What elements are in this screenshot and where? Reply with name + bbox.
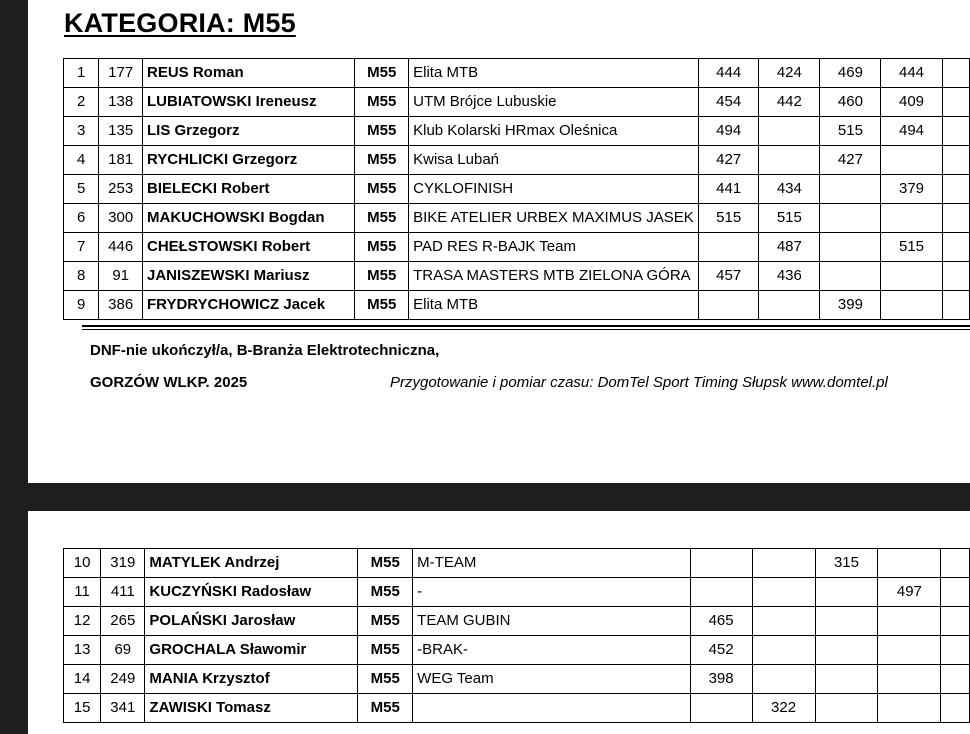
- rider-name-cell: KUCZYŃSKI Radosław: [145, 578, 358, 607]
- round-points-cell: 465: [690, 607, 752, 636]
- round-points-cell: [820, 262, 881, 291]
- table-row: [64, 88, 970, 117]
- round-points-cell: 442: [759, 88, 820, 117]
- results-table-1: [63, 58, 970, 320]
- round-points-cell: 427: [820, 146, 881, 175]
- bib-number-cell: 341: [101, 694, 145, 723]
- round-points-cell: 515: [759, 204, 820, 233]
- round-points-cell: 379: [881, 175, 942, 204]
- cutoff-cell: [942, 262, 969, 291]
- rider-name-cell: RYCHLICKI Grzegorz: [143, 146, 355, 175]
- position-cell: 2: [64, 88, 99, 117]
- round-points-cell: [815, 636, 878, 665]
- rider-name-cell: FRYDRYCHOWICZ Jacek: [143, 291, 355, 320]
- bib-number-cell: 386: [99, 291, 143, 320]
- bib-number-cell: 265: [101, 607, 145, 636]
- bib-number-cell: 177: [99, 59, 143, 88]
- round-points-cell: [759, 291, 820, 320]
- bib-number-cell: 446: [99, 233, 143, 262]
- round-points-cell: 454: [699, 88, 759, 117]
- category-cell: M55: [355, 233, 409, 262]
- round-points-cell: 494: [881, 117, 942, 146]
- separator-line-thin: [82, 329, 970, 330]
- round-points-cell: 441: [699, 175, 759, 204]
- bib-number-cell: 135: [99, 117, 143, 146]
- club-cell: M-TEAM: [413, 549, 690, 578]
- round-points-cell: [820, 204, 881, 233]
- round-points-cell: [690, 694, 752, 723]
- round-points-cell: [759, 117, 820, 146]
- category-cell: M55: [358, 607, 413, 636]
- rider-name-cell: CHEŁSTOWSKI Robert: [143, 233, 355, 262]
- cutoff-cell: [941, 578, 970, 607]
- cutoff-cell: [942, 233, 969, 262]
- cutoff-cell: [942, 175, 969, 204]
- position-cell: 14: [64, 665, 101, 694]
- round-points-cell: [881, 146, 942, 175]
- round-points-cell: [690, 549, 752, 578]
- rider-name-cell: BIELECKI Robert: [143, 175, 355, 204]
- table-row: [64, 694, 970, 723]
- separator-line: [82, 325, 970, 327]
- rider-name-cell: LIS Grzegorz: [143, 117, 355, 146]
- round-points-cell: 436: [759, 262, 820, 291]
- rider-name-cell: POLAŃSKI Jarosław: [145, 607, 358, 636]
- results-page-1: [28, 0, 970, 483]
- round-points-cell: [881, 291, 942, 320]
- table-row: [64, 233, 970, 262]
- table-row: [64, 175, 970, 204]
- round-points-cell: [752, 665, 815, 694]
- table-row: [64, 549, 970, 578]
- table-row: [64, 291, 970, 320]
- round-points-cell: 434: [759, 175, 820, 204]
- round-points-cell: [815, 578, 878, 607]
- results-table-2: [63, 548, 970, 723]
- round-points-cell: 515: [699, 204, 759, 233]
- table-row: [64, 204, 970, 233]
- bib-number-cell: 138: [99, 88, 143, 117]
- round-points-cell: 452: [690, 636, 752, 665]
- round-points-cell: 322: [752, 694, 815, 723]
- position-cell: 6: [64, 204, 99, 233]
- category-cell: M55: [358, 549, 413, 578]
- table-row: [64, 146, 970, 175]
- event-location-year: GORZÓW WLKP. 2025: [90, 374, 248, 391]
- round-points-cell: 398: [690, 665, 752, 694]
- rider-name-cell: GROCHALA Sławomir: [145, 636, 358, 665]
- bib-number-cell: 300: [99, 204, 143, 233]
- category-cell: M55: [355, 88, 409, 117]
- bib-number-cell: 91: [99, 262, 143, 291]
- rider-name-cell: ZAWISKI Tomasz: [145, 694, 358, 723]
- cutoff-cell: [942, 291, 969, 320]
- legend-text: DNF-nie ukończył/a, B-Branża Elektrotechniczna,: [90, 342, 440, 359]
- rider-name-cell: LUBIATOWSKI Ireneusz: [143, 88, 355, 117]
- cutoff-cell: [942, 117, 969, 146]
- round-points-cell: 515: [820, 117, 881, 146]
- position-cell: 4: [64, 146, 99, 175]
- round-points-cell: [752, 578, 815, 607]
- cutoff-cell: [941, 607, 970, 636]
- cutoff-cell: [942, 88, 969, 117]
- bib-number-cell: 69: [101, 636, 145, 665]
- timing-credit: Przygotowanie i pomiar czasu: DomTel Sport Timing Słupsk www.domtel.pl: [390, 374, 888, 391]
- category-cell: M55: [355, 291, 409, 320]
- table-row: [64, 117, 970, 146]
- round-points-cell: 494: [699, 117, 759, 146]
- round-points-cell: 315: [815, 549, 878, 578]
- cutoff-cell: [942, 204, 969, 233]
- bib-number-cell: 249: [101, 665, 145, 694]
- position-cell: 9: [64, 291, 99, 320]
- round-points-cell: 497: [878, 578, 941, 607]
- round-points-cell: 515: [881, 233, 942, 262]
- round-points-cell: [752, 607, 815, 636]
- results-page-2: [28, 511, 970, 734]
- cutoff-cell: [941, 636, 970, 665]
- cutoff-cell: [941, 549, 970, 578]
- category-cell: M55: [355, 262, 409, 291]
- position-cell: 11: [64, 578, 101, 607]
- bib-number-cell: 181: [99, 146, 143, 175]
- round-points-cell: 487: [759, 233, 820, 262]
- round-points-cell: [752, 636, 815, 665]
- round-points-cell: 469: [820, 59, 881, 88]
- cutoff-cell: [942, 59, 969, 88]
- position-cell: 3: [64, 117, 99, 146]
- cutoff-cell: [941, 694, 970, 723]
- round-points-cell: 444: [881, 59, 942, 88]
- bib-number-cell: 253: [99, 175, 143, 204]
- rider-name-cell: MANIA Krzysztof: [145, 665, 358, 694]
- category-title: KATEGORIA: M55: [64, 8, 296, 38]
- club-cell: BIKE ATELIER URBEX MAXIMUS JASEK: [409, 204, 699, 233]
- table-row: [64, 665, 970, 694]
- club-cell: UTM Brójce Lubuskie: [409, 88, 699, 117]
- club-cell: Elita MTB: [409, 291, 699, 320]
- category-cell: M55: [355, 204, 409, 233]
- position-cell: 5: [64, 175, 99, 204]
- club-cell: CYKLOFINISH: [409, 175, 699, 204]
- round-points-cell: [881, 262, 942, 291]
- round-points-cell: [820, 233, 881, 262]
- club-cell: Elita MTB: [409, 59, 699, 88]
- position-cell: 13: [64, 636, 101, 665]
- round-points-cell: [815, 607, 878, 636]
- round-points-cell: [878, 694, 941, 723]
- position-cell: 7: [64, 233, 99, 262]
- table-row: [64, 607, 970, 636]
- table-row: [64, 59, 970, 88]
- round-points-cell: [878, 607, 941, 636]
- position-cell: 12: [64, 607, 101, 636]
- club-cell: TEAM GUBIN: [413, 607, 690, 636]
- rider-name-cell: JANISZEWSKI Mariusz: [143, 262, 355, 291]
- club-cell: -: [413, 578, 690, 607]
- round-points-cell: 460: [820, 88, 881, 117]
- position-cell: 15: [64, 694, 101, 723]
- round-points-cell: [878, 636, 941, 665]
- club-cell: WEG Team: [413, 665, 690, 694]
- club-cell: [413, 694, 690, 723]
- rider-name-cell: REUS Roman: [143, 59, 355, 88]
- round-points-cell: [752, 549, 815, 578]
- round-points-cell: 427: [699, 146, 759, 175]
- round-points-cell: [881, 204, 942, 233]
- round-points-cell: 424: [759, 59, 820, 88]
- round-points-cell: 444: [699, 59, 759, 88]
- club-cell: PAD RES R-BAJK Team: [409, 233, 699, 262]
- round-points-cell: [815, 694, 878, 723]
- bib-number-cell: 411: [101, 578, 145, 607]
- category-cell: M55: [355, 117, 409, 146]
- category-cell: M55: [358, 578, 413, 607]
- club-cell: TRASA MASTERS MTB ZIELONA GÓRA: [409, 262, 699, 291]
- round-points-cell: 409: [881, 88, 942, 117]
- cutoff-cell: [942, 146, 969, 175]
- position-cell: 10: [64, 549, 101, 578]
- category-cell: M55: [355, 59, 409, 88]
- round-points-cell: [820, 175, 881, 204]
- category-cell: M55: [355, 146, 409, 175]
- round-points-cell: [878, 665, 941, 694]
- round-points-cell: 457: [699, 262, 759, 291]
- round-points-cell: 399: [820, 291, 881, 320]
- rider-name-cell: MAKUCHOWSKI Bogdan: [143, 204, 355, 233]
- bib-number-cell: 319: [101, 549, 145, 578]
- category-cell: M55: [358, 694, 413, 723]
- table-row: [64, 578, 970, 607]
- rider-name-cell: MATYLEK Andrzej: [145, 549, 358, 578]
- club-cell: Klub Kolarski HRmax Oleśnica: [409, 117, 699, 146]
- round-points-cell: [690, 578, 752, 607]
- category-cell: M55: [358, 665, 413, 694]
- category-cell: M55: [355, 175, 409, 204]
- round-points-cell: [878, 549, 941, 578]
- position-cell: 1: [64, 59, 99, 88]
- round-points-cell: [815, 665, 878, 694]
- cutoff-cell: [941, 665, 970, 694]
- round-points-cell: [759, 146, 820, 175]
- round-points-cell: [699, 291, 759, 320]
- table-row: [64, 636, 970, 665]
- club-cell: Kwisa Lubań: [409, 146, 699, 175]
- round-points-cell: [699, 233, 759, 262]
- club-cell: -BRAK-: [413, 636, 690, 665]
- position-cell: 8: [64, 262, 99, 291]
- category-cell: M55: [358, 636, 413, 665]
- table-row: [64, 262, 970, 291]
